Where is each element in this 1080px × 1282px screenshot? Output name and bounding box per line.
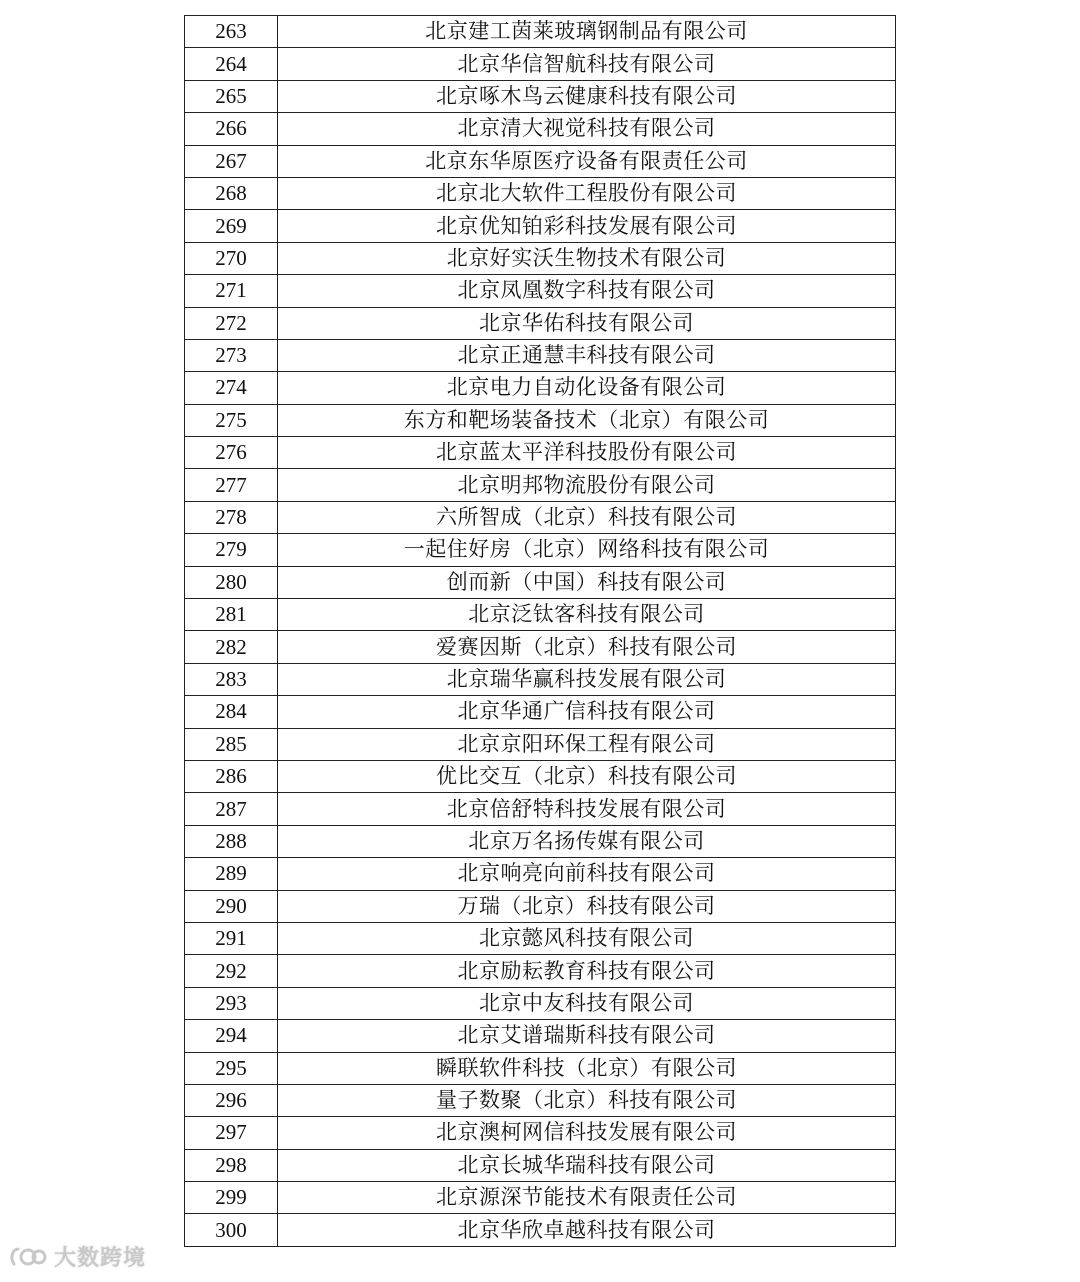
company-list bbox=[184, 15, 896, 1247]
table-row bbox=[185, 1084, 896, 1116]
row-number: 287 bbox=[185, 793, 278, 825]
company-name: 北京长城华瑞科技有限公司 bbox=[278, 1149, 896, 1181]
table-row bbox=[185, 339, 896, 371]
company-name: 北京中友科技有限公司 bbox=[278, 987, 896, 1019]
company-name: 北京啄木鸟云健康科技有限公司 bbox=[278, 80, 896, 112]
table-row bbox=[185, 631, 896, 663]
row-number: 297 bbox=[185, 1117, 278, 1149]
table-body bbox=[185, 16, 896, 1247]
table-row bbox=[185, 760, 896, 792]
table-row bbox=[185, 242, 896, 274]
company-name: 北京艾谱瑞斯科技有限公司 bbox=[278, 1020, 896, 1052]
company-name: 北京倍舒特科技发展有限公司 bbox=[278, 793, 896, 825]
table-row bbox=[185, 16, 896, 48]
company-name: 北京华佑科技有限公司 bbox=[278, 307, 896, 339]
table-row bbox=[185, 1052, 896, 1084]
watermark-text: 大数跨境 bbox=[54, 1246, 147, 1271]
row-number: 279 bbox=[185, 534, 278, 566]
row-number: 271 bbox=[185, 275, 278, 307]
row-number: 284 bbox=[185, 696, 278, 728]
company-name: 北京正通慧丰科技有限公司 bbox=[278, 339, 896, 371]
row-number: 299 bbox=[185, 1182, 278, 1214]
table-row bbox=[185, 210, 896, 242]
row-number: 264 bbox=[185, 48, 278, 80]
company-name: 北京澳柯网信科技发展有限公司 bbox=[278, 1117, 896, 1149]
row-number: 292 bbox=[185, 955, 278, 987]
table-row bbox=[185, 987, 896, 1019]
table-row bbox=[185, 1182, 896, 1214]
company-name: 北京建工茵莱玻璃钢制品有限公司 bbox=[278, 16, 896, 48]
row-number: 267 bbox=[185, 145, 278, 177]
row-number: 291 bbox=[185, 922, 278, 954]
row-number: 263 bbox=[185, 16, 278, 48]
table-row bbox=[185, 307, 896, 339]
company-name: 北京瑞华赢科技发展有限公司 bbox=[278, 663, 896, 695]
table-row bbox=[185, 1149, 896, 1181]
table-row bbox=[185, 663, 896, 695]
company-name: 北京好实沃生物技术有限公司 bbox=[278, 242, 896, 274]
company-name: 北京华通广信科技有限公司 bbox=[278, 696, 896, 728]
row-number: 290 bbox=[185, 890, 278, 922]
company-name: 北京华信智航科技有限公司 bbox=[278, 48, 896, 80]
table-row bbox=[185, 145, 896, 177]
company-name: 北京凤凰数字科技有限公司 bbox=[278, 275, 896, 307]
company-name: 北京北大软件工程股份有限公司 bbox=[278, 177, 896, 209]
watermark bbox=[8, 1241, 146, 1272]
row-number: 273 bbox=[185, 339, 278, 371]
row-number: 282 bbox=[185, 631, 278, 663]
table-row bbox=[185, 80, 896, 112]
company-name: 北京清大视觉科技有限公司 bbox=[278, 113, 896, 145]
table-row bbox=[185, 1020, 896, 1052]
row-number: 288 bbox=[185, 825, 278, 857]
company-name: 北京响亮向前科技有限公司 bbox=[278, 858, 896, 890]
company-name: 瞬联软件科技（北京）有限公司 bbox=[278, 1052, 896, 1084]
table-row bbox=[185, 793, 896, 825]
row-number: 278 bbox=[185, 501, 278, 533]
row-number: 300 bbox=[185, 1214, 278, 1246]
row-number: 269 bbox=[185, 210, 278, 242]
company-name: 爱赛因斯（北京）科技有限公司 bbox=[278, 631, 896, 663]
row-number: 270 bbox=[185, 242, 278, 274]
logo-icon bbox=[8, 1244, 48, 1270]
row-number: 298 bbox=[185, 1149, 278, 1181]
company-name: 东方和靶场装备技术（北京）有限公司 bbox=[278, 404, 896, 436]
company-name: 北京懿风科技有限公司 bbox=[278, 922, 896, 954]
row-number: 281 bbox=[185, 599, 278, 631]
row-number: 277 bbox=[185, 469, 278, 501]
table-row bbox=[185, 858, 896, 890]
company-name: 北京励耘教育科技有限公司 bbox=[278, 955, 896, 987]
company-name: 优比交互（北京）科技有限公司 bbox=[278, 760, 896, 792]
table-row bbox=[185, 696, 896, 728]
company-name: 万瑞（北京）科技有限公司 bbox=[278, 890, 896, 922]
table-row bbox=[185, 501, 896, 533]
table-row bbox=[185, 177, 896, 209]
table-row bbox=[185, 825, 896, 857]
table-row bbox=[185, 469, 896, 501]
company-name: 一起住好房（北京）网络科技有限公司 bbox=[278, 534, 896, 566]
table-row bbox=[185, 1214, 896, 1246]
row-number: 285 bbox=[185, 728, 278, 760]
company-name: 创而新（中国）科技有限公司 bbox=[278, 566, 896, 598]
company-name: 北京万名扬传媒有限公司 bbox=[278, 825, 896, 857]
row-number: 293 bbox=[185, 987, 278, 1019]
company-table bbox=[184, 15, 896, 1247]
company-name: 北京电力自动化设备有限公司 bbox=[278, 372, 896, 404]
row-number: 294 bbox=[185, 1020, 278, 1052]
table-row bbox=[185, 728, 896, 760]
table-row bbox=[185, 599, 896, 631]
row-number: 276 bbox=[185, 437, 278, 469]
table-row bbox=[185, 566, 896, 598]
row-number: 275 bbox=[185, 404, 278, 436]
table-row bbox=[185, 372, 896, 404]
company-name: 六所智成（北京）科技有限公司 bbox=[278, 501, 896, 533]
company-name: 北京源深节能技术有限责任公司 bbox=[278, 1182, 896, 1214]
table-row bbox=[185, 922, 896, 954]
table-row bbox=[185, 48, 896, 80]
company-name: 北京泛钛客科技有限公司 bbox=[278, 599, 896, 631]
row-number: 286 bbox=[185, 760, 278, 792]
table-row bbox=[185, 955, 896, 987]
company-name: 北京华欣卓越科技有限公司 bbox=[278, 1214, 896, 1246]
row-number: 274 bbox=[185, 372, 278, 404]
company-name: 北京蓝太平洋科技股份有限公司 bbox=[278, 437, 896, 469]
table-row bbox=[185, 437, 896, 469]
row-number: 295 bbox=[185, 1052, 278, 1084]
row-number: 265 bbox=[185, 80, 278, 112]
row-number: 280 bbox=[185, 566, 278, 598]
company-name: 北京东华原医疗设备有限责任公司 bbox=[278, 145, 896, 177]
company-name: 北京京阳环保工程有限公司 bbox=[278, 728, 896, 760]
company-name: 量子数聚（北京）科技有限公司 bbox=[278, 1084, 896, 1116]
table-row bbox=[185, 534, 896, 566]
table-row bbox=[185, 1117, 896, 1149]
table-row bbox=[185, 404, 896, 436]
table-row bbox=[185, 113, 896, 145]
company-name: 北京优知铂彩科技发展有限公司 bbox=[278, 210, 896, 242]
row-number: 272 bbox=[185, 307, 278, 339]
row-number: 266 bbox=[185, 113, 278, 145]
row-number: 296 bbox=[185, 1084, 278, 1116]
company-name: 北京明邦物流股份有限公司 bbox=[278, 469, 896, 501]
row-number: 268 bbox=[185, 177, 278, 209]
row-number: 283 bbox=[185, 663, 278, 695]
table-row bbox=[185, 275, 896, 307]
row-number: 289 bbox=[185, 858, 278, 890]
table-row bbox=[185, 890, 896, 922]
